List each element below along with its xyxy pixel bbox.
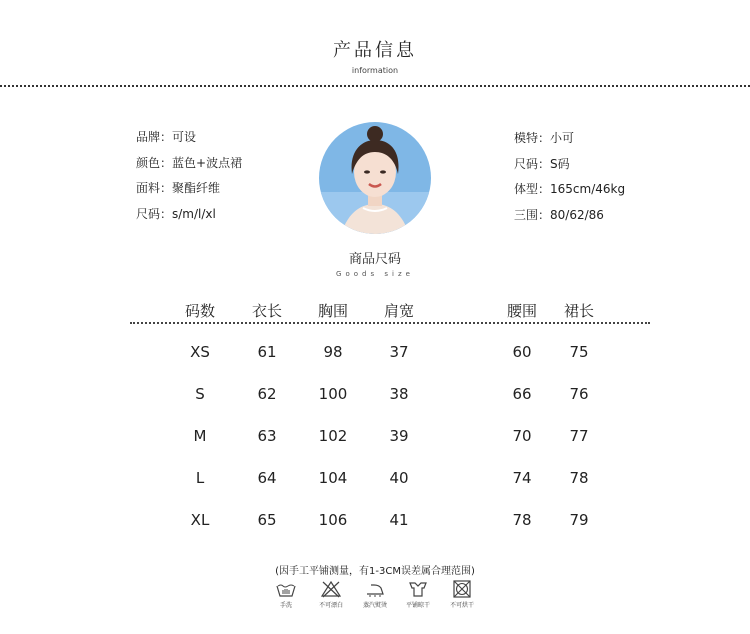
table-header-cell: 码数: [184, 302, 215, 320]
info-label: 体型：: [514, 182, 551, 196]
info-label: 尺码：: [514, 156, 551, 171]
table-cell: M: [193, 427, 207, 445]
care-label: 平铺晾干: [405, 602, 430, 609]
care-label: 不可烘干: [449, 602, 474, 609]
info-label: 颜色：: [136, 155, 173, 170]
table-header-cell: 腰围: [506, 302, 537, 320]
table-cell: 74: [512, 469, 532, 487]
table-cell: 39: [389, 427, 409, 445]
model-info-list: [514, 129, 625, 231]
info-value: 聚酯纤维: [172, 181, 221, 195]
no-tumble-dry-icon: [451, 580, 473, 598]
info-value: S码: [550, 156, 570, 171]
table-cell: 66: [512, 385, 532, 403]
info-label: 尺码：: [136, 206, 173, 221]
table-header-cell: 裙长: [563, 302, 594, 320]
hand-wash-icon: [275, 580, 297, 598]
info-value: 可设: [172, 130, 197, 144]
measurement-note: (因手工平铺测量，有1-3CM误差属合理范围): [275, 566, 475, 577]
care-label: 手洗: [279, 602, 292, 609]
table-cell: 65: [257, 511, 277, 529]
care-item-flat-dry: [393, 580, 443, 609]
care-item-no-bleach: [306, 580, 356, 609]
product-info-list: [136, 128, 242, 230]
table-cell: 62: [257, 385, 277, 403]
table-cell: 37: [389, 343, 409, 361]
table-cell: L: [195, 469, 205, 487]
model-avatar: [319, 122, 431, 234]
table-cell: 61: [257, 343, 277, 361]
info-row-brand: [136, 128, 242, 154]
no-bleach-icon: [320, 580, 342, 598]
table-cell: 78: [512, 511, 532, 529]
table-cell: 70: [512, 427, 532, 445]
table-cell: 76: [569, 385, 589, 403]
size-section-subtitle: Goods size: [336, 270, 414, 278]
page-title: 产品信息: [333, 40, 417, 61]
table-header-cell: 胸围: [317, 302, 348, 320]
table-cell: 104: [318, 469, 348, 487]
info-row-sizes: [136, 205, 242, 231]
steam-iron-icon: [364, 580, 386, 598]
table-cell: XS: [190, 343, 210, 361]
info-value: s/m/l/xl: [172, 206, 216, 221]
info-value: 80/62/86: [550, 207, 604, 222]
table-cell: 77: [569, 427, 589, 445]
table-cell: 40: [389, 469, 409, 487]
info-label: 模特：: [514, 131, 551, 145]
table-cell: 106: [318, 511, 348, 529]
table-divider: [130, 322, 650, 324]
care-item-hand-wash: [261, 580, 311, 609]
table-cell: S: [195, 385, 205, 403]
table-cell: 64: [257, 469, 277, 487]
info-row-color: [136, 154, 242, 180]
info-value: 蓝色+波点裙: [172, 155, 243, 170]
table-cell: 78: [569, 469, 589, 487]
info-value: 小可: [550, 131, 575, 145]
care-label: 不可漂白: [318, 602, 343, 609]
info-row-measurements: [514, 206, 625, 232]
info-row-body: [514, 180, 625, 206]
info-row-model: [514, 129, 625, 155]
info-label: 面料：: [136, 181, 173, 195]
table-cell: XL: [190, 511, 210, 529]
info-row-fabric: [136, 179, 242, 205]
info-label: 品牌：: [136, 130, 173, 144]
info-value: 165cm/46kg: [550, 182, 626, 196]
table-cell: 60: [512, 343, 532, 361]
page-subtitle: information: [351, 66, 399, 75]
table-cell: 79: [569, 511, 589, 529]
table-cell: 75: [569, 343, 589, 361]
table-header-cell: 肩宽: [383, 302, 414, 320]
size-section-title: 商品尺码: [348, 252, 401, 267]
table-cell: 38: [389, 385, 409, 403]
table-cell: 98: [323, 343, 343, 361]
table-cell: 41: [389, 511, 409, 529]
info-row-model-size: [514, 155, 625, 181]
table-header-cell: 衣长: [251, 302, 282, 320]
flat-dry-icon: [407, 580, 429, 598]
care-item-no-tumble-dry: [437, 580, 487, 609]
table-cell: 102: [318, 427, 348, 445]
table-cell: 100: [318, 385, 348, 403]
table-cell: 63: [257, 427, 277, 445]
care-label: 蒸汽熨烫: [362, 602, 387, 609]
info-label: 三围：: [514, 207, 551, 222]
top-divider: [0, 85, 750, 87]
